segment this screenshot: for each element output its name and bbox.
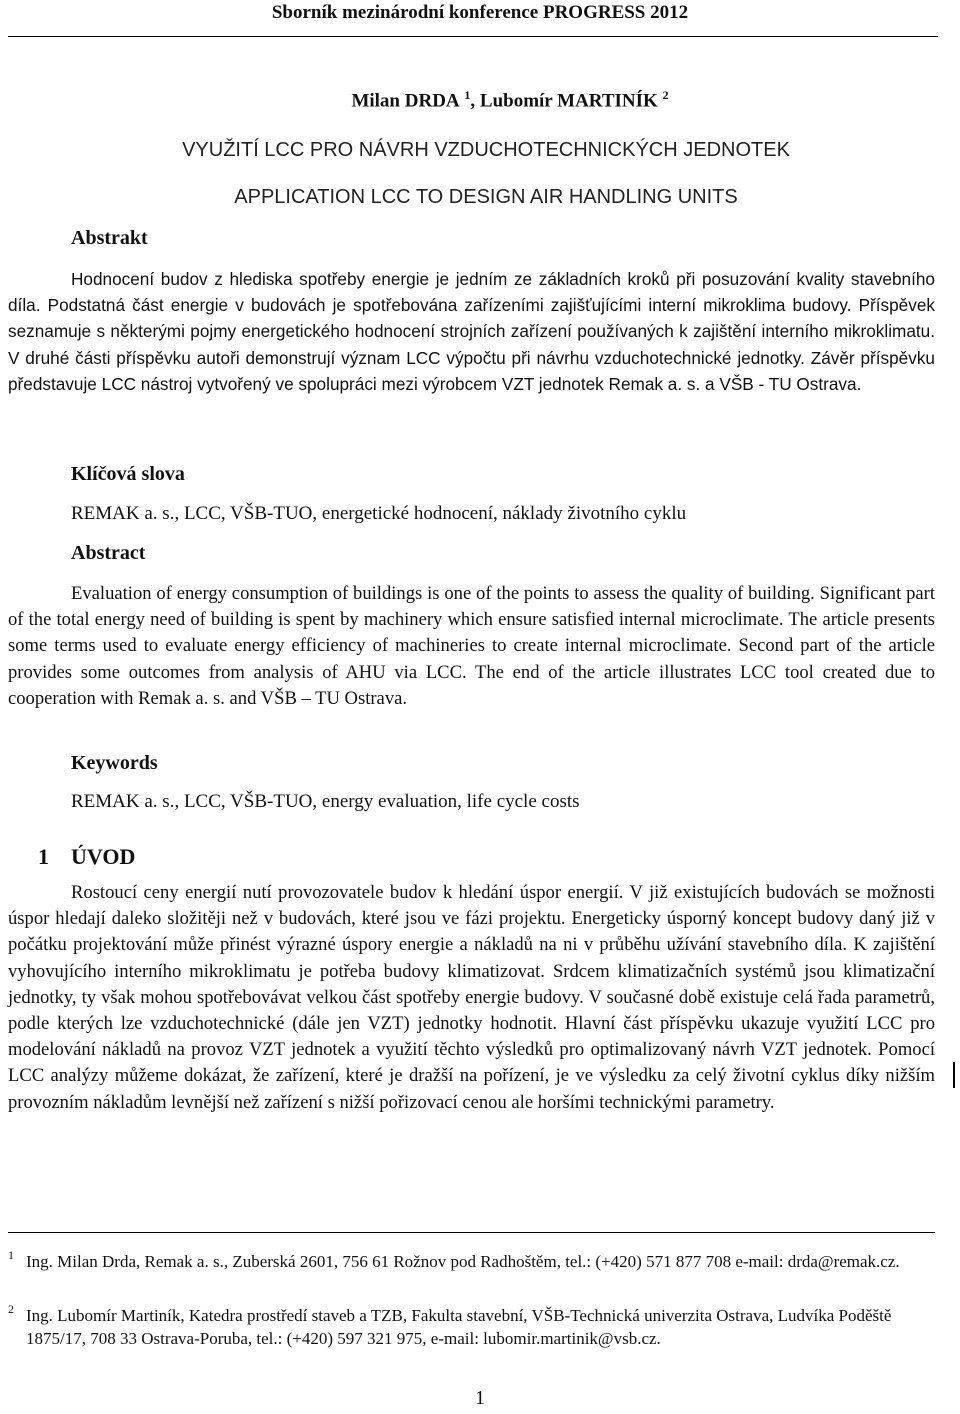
- section-number: 1: [38, 844, 49, 869]
- abstrakt-text: Hodnocení budov z hlediska spotřeby energie je jedním ze základních kroků při posuzování kvality stavebního díla. Podstatná část energie v budovách je spotřebována zařízeními zajišťujícími interní mikroklima budovy. Příspěvek seznamuje s některými pojmy energetického hodnocení strojních zařízení používaných k zajištění interního mikroklimatu. V druhé části příspěvku autoři demonstrují význam LCC výpočtu při návrhu vzduchotechnické jednotky. Závěr příspěvku představuje LCC nástroj vytvořený ve spolupráci mezi výrobcem VZT jednotek Remak a. s. a VŠB - TU Ostrava.: [8, 269, 935, 394]
- keywords-text: REMAK a. s., LCC, VŠB-TUO, energy evaluation, life cycle costs: [71, 791, 580, 812]
- abstrakt-paragraph: [8, 266, 935, 397]
- footnote-2-number: 2: [8, 1302, 14, 1316]
- header-rule: [8, 36, 938, 37]
- abstract-text: Evaluation of energy consumption of buildings is one of the points to assess the quality of building. Significant part of the total energy need of building is spent by machinery which ensure satisfied internal microclimate. The article presents some terms used to evaluate energy efficiency of machineries to create internal microclimate. Second part of the article provides some outcomes from analysis of AHU via LCC. The end of the article illustrates LCC tool created due to cooperation with Remak a. s. and VŠB – TU Ostrava.: [8, 583, 935, 709]
- footnote-1: [8, 1250, 935, 1273]
- footnote-2-text: Ing. Lubomír Martiník, Katedra prostředí staveb a TZB, Fakulta stavební, VŠB-Technická univerzita Ostrava, Ludvíka Poděště 1875/17, 708 33 Ostrava-Poruba, tel.: (+420) 597 321 975, e-mail: lubomir.martinik@vsb.cz.: [26, 1306, 892, 1348]
- abstract-paragraph: [8, 581, 935, 712]
- abstract-heading: Abstract: [71, 542, 146, 564]
- footnote-1-text: Ing. Milan Drda, Remak a. s., Zuberská 2601, 756 61 Rožnov pod Radhoštěm, tel.: (+420) 571 877 708 e-mail: drda@remak.cz.: [26, 1252, 900, 1271]
- conference-header: Sborník mezinárodní konference PROGRESS 2012: [271, 2, 689, 23]
- section-1-text: Rostoucí ceny energií nutí provozovatele budov k hledání úspor energií. V již existujících budovách se možnosti úspor hledají daleko složitěji než v budovách, které jsou ve fázi projektu. Energeticky úsporný koncept budovy daný již v počátku projektování může přinést výrazné úspory energie a nákladů na ni v průběhu užívání stavebního díla. K zajištění vyhovujícího interního mikroklimatu je potřeba budovy klimatizovat. Srdcem klimatizačních systémů jsou klimatizační jednotky, ty však mohou spotřebovávat velkou část spotřeby energie budovy. V současné době existuje celá řada parametrů, podle kterých lze vzduchotechnické (dále jen VZT) jednotky hodnotit. Hlavní část příspěvku ukazuje využití LCC pro modelování nákladů na provoz VZT jednotek a využití těchto výsledků pro optimalizovaný návrh VZT jednotek. Pomocí LCC analýzy můžeme dokázat, že zařízení, které je dražší na pořízení, je ve výsledku za celý životní cyklus díky nižším provozním nákladům levnější než zařízení s nižší pořizovací cenou ale horšími technickými parametry.: [8, 882, 935, 1113]
- title-czech: VYUŽITÍ LCC PRO NÁVRH VZDUCHOTECHNICKÝCH JEDNOTEK: [182, 139, 790, 161]
- keywords-heading: Keywords: [71, 752, 158, 774]
- author-1: Milan DRDA: [351, 90, 460, 112]
- abstrakt-heading: Abstrakt: [71, 227, 148, 249]
- author-separator: ,: [470, 90, 480, 112]
- revision-margin-bar: [953, 1062, 955, 1088]
- section-title: ÚVOD: [71, 844, 136, 869]
- page-number: 1: [475, 1387, 485, 1409]
- klicova-slova-text: REMAK a. s., LCC, VŠB-TUO, energetické hodnocení, náklady životního cyklu: [71, 503, 687, 524]
- klicova-slova-heading: Klíčová slova: [71, 463, 185, 485]
- section-1-paragraph: [8, 880, 935, 1116]
- author-2-footnote-mark: 2: [662, 88, 669, 102]
- footnote-2: [8, 1304, 935, 1350]
- footnote-rule: [8, 1232, 935, 1233]
- author-2: Lubomír MARTINÍK: [479, 90, 658, 112]
- footnote-1-number: 1: [8, 1248, 14, 1262]
- title-english: APPLICATION LCC TO DESIGN AIR HANDLING UNITS: [234, 186, 738, 208]
- author-line: [0, 88, 960, 112]
- author-1-footnote-mark: 1: [464, 88, 471, 102]
